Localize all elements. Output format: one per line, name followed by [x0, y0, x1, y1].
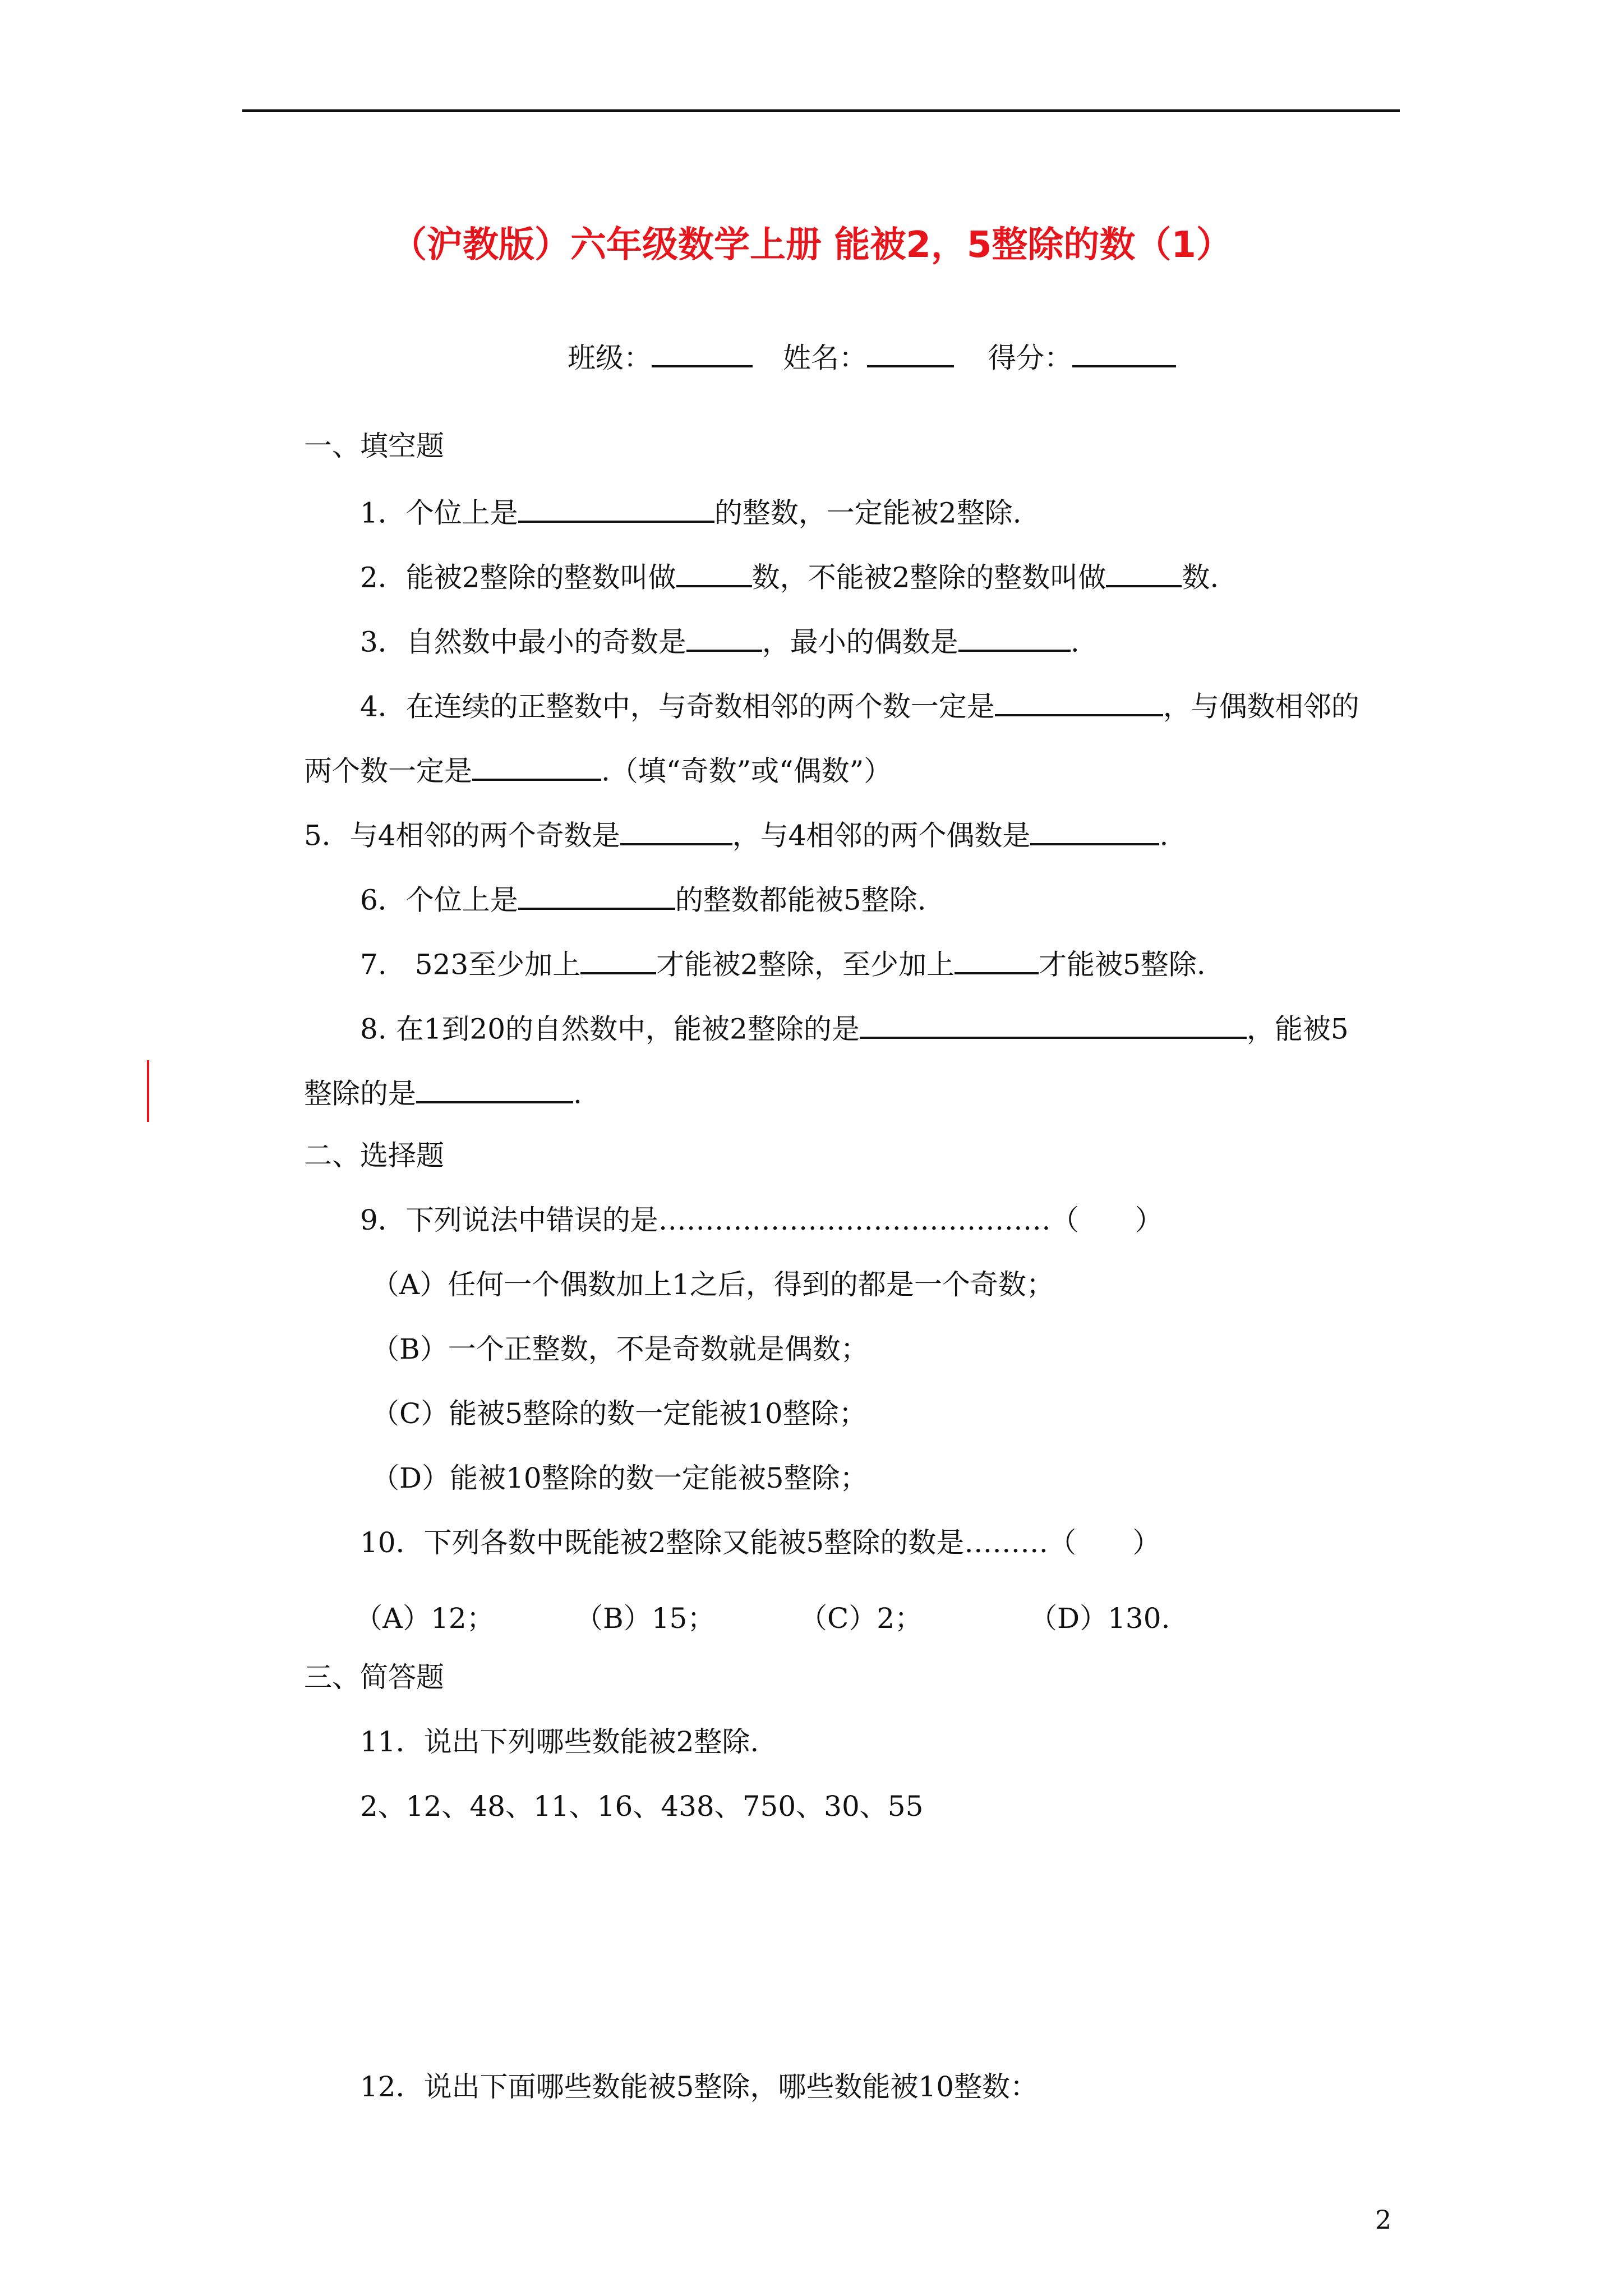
name-blank[interactable] [867, 339, 954, 368]
answer-blank[interactable] [518, 494, 714, 523]
document-title: （沪教版）六年级数学上册 能被2，5整除的数（1） [391, 224, 1232, 266]
section-heading-multiple-choice: 二、选择题 [304, 1139, 444, 1172]
header-rule [242, 109, 1400, 112]
question-3: 3．自然数中最小的奇数是 ，最小的偶数是 . [360, 623, 1080, 659]
answer-blank[interactable] [580, 945, 656, 974]
question-4-continued: 两个数一定是 .（填“奇数”或“偶数”） [304, 752, 892, 788]
score-blank[interactable] [1072, 339, 1176, 368]
class-label: 班级： [568, 342, 652, 374]
question-1: 1．个位上是 的整数，一定能被2整除. [360, 494, 1022, 530]
question-9-option-b[interactable]: （B）一个正整数，不是奇数就是偶数； [371, 1333, 869, 1365]
answer-blank[interactable] [416, 1074, 573, 1103]
question-2: 2．能被2整除的整数叫做 数，不能被2整除的整数叫做 数. [360, 558, 1219, 595]
score-label: 得分： [988, 342, 1072, 374]
answer-blank[interactable] [1030, 816, 1159, 845]
question-10-option-c[interactable]: （C）2； [799, 1602, 923, 1635]
answer-blank[interactable] [676, 558, 752, 587]
question-9-option-d[interactable]: （D）能被10整除的数一定能被5整除； [371, 1462, 868, 1494]
red-margin-mark [147, 1060, 149, 1122]
answer-blank[interactable] [1106, 558, 1182, 587]
score-field [988, 335, 1176, 376]
question-4: 4．在连续的正整数中，与奇数相邻的两个数一定是 ，与偶数相邻的 [360, 687, 1359, 724]
answer-blank[interactable] [620, 816, 732, 845]
question-11-stem: 11．说出下列哪些数能被2整除. [360, 1726, 759, 1758]
question-10-option-b[interactable]: （B）15； [575, 1602, 716, 1635]
question-5: 5．与4相邻的两个奇数是 ，与4相邻的两个偶数是 . [304, 816, 1168, 853]
answer-blank[interactable] [995, 687, 1163, 716]
question-9-stem: 9．下列说法中错误的是……………………………………（ ） [360, 1204, 1163, 1236]
class-field [568, 335, 753, 376]
question-8-continued: 整除的是 . [304, 1074, 582, 1111]
question-10-option-d[interactable]: （D）130. [1029, 1602, 1170, 1635]
question-8: 8. 在1到20的自然数中，能被2整除的是 ，能被5 [360, 1010, 1349, 1046]
section-heading-fill-blank: 一、填空题 [304, 430, 444, 462]
question-6: 6．个位上是 的整数都能被5整除. [360, 881, 926, 917]
answer-blank[interactable] [860, 1010, 1247, 1039]
question-10-option-a[interactable]: （A）12； [354, 1602, 495, 1635]
answer-blank[interactable] [472, 752, 601, 781]
class-blank[interactable] [652, 339, 753, 368]
question-10-stem: 10．下列各数中既能被2整除又能被5整除的数是………（ ） [360, 1526, 1161, 1559]
answer-blank[interactable] [686, 623, 762, 652]
name-field [783, 335, 954, 376]
name-label: 姓名： [783, 342, 867, 374]
answer-blank[interactable] [958, 623, 1071, 652]
question-9-option-c[interactable]: （C）能被5整除的数一定能被10整除； [371, 1397, 867, 1430]
answer-blank[interactable] [518, 881, 675, 910]
question-12-stem: 12．说出下面哪些数能被5整除，哪些数能被10整数： [360, 2070, 1039, 2103]
answer-blank[interactable] [955, 945, 1039, 974]
question-11-numbers: 2、12、48、11、16、438、750、30、55 [360, 1790, 924, 1823]
question-9-option-a[interactable]: （A）任何一个偶数加上1之后，得到的都是一个奇数； [371, 1268, 1054, 1301]
page-number: 2 [1375, 2205, 1392, 2235]
question-7: 7. 523至少加上 才能被2整除，至少加上 才能被5整除. [360, 945, 1206, 982]
section-heading-short-answer: 三、简答题 [304, 1661, 444, 1694]
